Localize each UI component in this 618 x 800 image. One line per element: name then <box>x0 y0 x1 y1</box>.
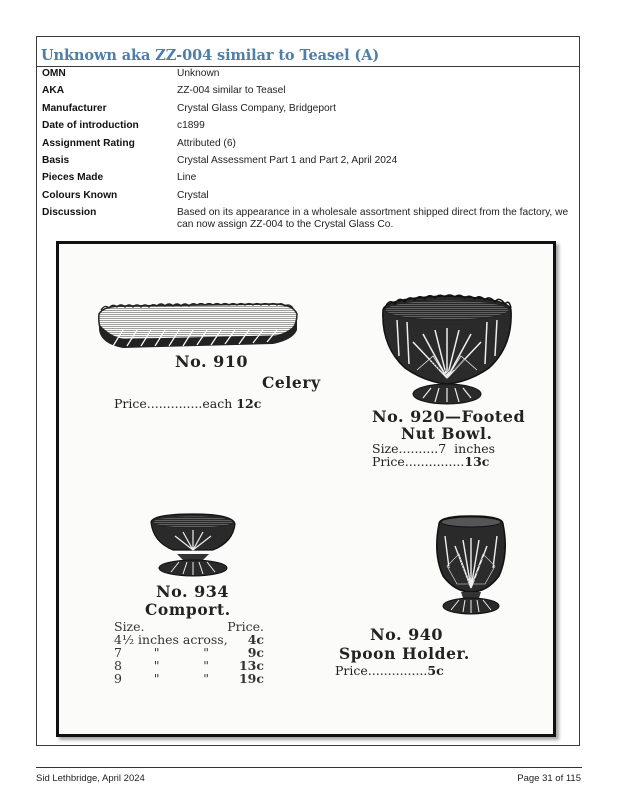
property-label: Discussion <box>42 207 97 219</box>
size-value: 8 " " <box>114 658 209 673</box>
item-910-price-label: Price..............each <box>114 396 233 411</box>
celery-dish-illustration <box>93 300 301 350</box>
property-row-pieces <box>42 172 572 184</box>
item-910-name: Celery <box>262 373 321 392</box>
property-value: Crystal Assessment Part 1 and Part 2, April 2024 <box>177 154 398 166</box>
pattern-record-box <box>36 36 580 746</box>
property-label: OMN <box>42 68 66 79</box>
item-940-price-label: Price............... <box>335 663 428 678</box>
size-value: 4½ inches across, <box>114 632 228 647</box>
property-label: Date of introduction <box>42 120 139 132</box>
item-940-number: No. 940 <box>370 625 444 644</box>
footed-nut-bowl-illustration <box>377 290 517 410</box>
price-header: Price. <box>227 619 264 634</box>
property-row-aka <box>42 85 572 97</box>
property-value: c1899 <box>177 120 205 132</box>
property-row-colours <box>42 190 572 202</box>
property-label: AKA <box>42 85 65 97</box>
property-value: Line <box>177 172 197 184</box>
property-row-rating <box>42 138 572 150</box>
property-label: Assignment Rating <box>42 137 135 149</box>
item-940-price-line <box>335 663 444 678</box>
size-value: 9 " " <box>114 671 209 686</box>
footer-page-number: Page 31 of 115 <box>517 773 581 784</box>
catalog-scan-image <box>56 241 556 737</box>
item-910-price-line <box>114 396 261 411</box>
property-value: Based on its appearance in a wholesale assortment shipped direct from the factory, we can now assign ZZ-004 to the Crystal Glass Co. <box>177 207 569 231</box>
property-label: Colours Known <box>42 189 118 201</box>
item-940-price: 5c <box>427 663 444 678</box>
item-910-number: No. 910 <box>175 352 249 371</box>
property-label: Manufacturer <box>42 102 107 114</box>
property-label: Basis <box>42 154 70 166</box>
property-value: Crystal Glass Company, Bridgeport <box>177 102 336 114</box>
property-row-basis <box>42 155 572 167</box>
price-value: 9c <box>247 645 264 660</box>
table-row <box>114 672 264 685</box>
property-value: ZZ-004 similar to Teasel <box>177 85 286 97</box>
property-label: Pieces Made <box>42 172 104 184</box>
item-934-size-price-table <box>114 620 264 685</box>
size-header: Size. <box>114 619 145 634</box>
price-value: 19c <box>238 671 264 686</box>
item-920-price: 13c <box>464 454 490 469</box>
spoon-holder-illustration <box>429 514 513 616</box>
property-value: Attributed (6) <box>177 137 236 149</box>
size-value: 7 " " <box>114 645 209 660</box>
page-title: Unknown aka ZZ-004 similar to Teasel (A) <box>41 47 380 64</box>
comport-illustration <box>147 512 239 578</box>
item-920-number: No. 920—Footed <box>372 407 526 426</box>
price-value: 13c <box>238 658 264 673</box>
property-row-omn <box>42 68 572 80</box>
property-row-discussion <box>42 207 572 231</box>
property-row-manufacturer <box>42 103 572 115</box>
item-910-price: 12c <box>236 396 262 411</box>
footer-divider <box>36 767 582 768</box>
item-920-name: Nut Bowl. <box>401 424 493 443</box>
item-920-size: Size..........7 inches <box>372 441 496 456</box>
property-row-date <box>42 120 572 132</box>
item-920-price-line <box>372 454 489 469</box>
price-value: 4c <box>247 632 264 647</box>
properties-table <box>42 67 572 237</box>
property-value: Unknown <box>177 68 220 79</box>
item-934-name: Comport. <box>145 600 231 619</box>
property-value: Crystal <box>177 189 209 201</box>
item-920-price-label: Price............... <box>372 454 465 469</box>
footer-author-date: Sid Lethbridge, April 2024 <box>36 773 145 784</box>
item-940-name: Spoon Holder. <box>339 644 470 663</box>
item-934-number: No. 934 <box>156 582 230 601</box>
